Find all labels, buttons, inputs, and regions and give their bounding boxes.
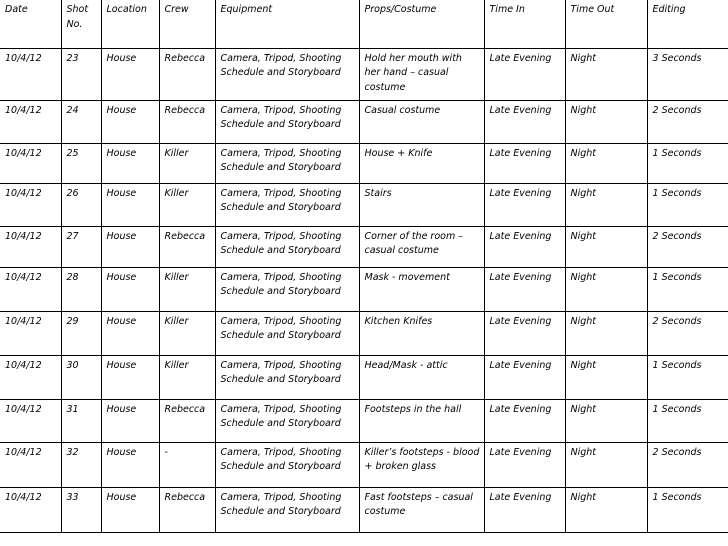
- shot-no-cell: 27: [61, 226, 101, 267]
- props-costume-cell: Hold her mouth with her hand – casual costume: [359, 48, 484, 100]
- props-costume-cell: Corner of the room – casual costume: [359, 226, 484, 267]
- table-row: [0, 311, 728, 355]
- editing-cell: 2 Seconds: [647, 226, 728, 267]
- table-row: [0, 183, 728, 226]
- equipment-cell: Camera, Tripod, Shooting Schedule and Storyboard: [215, 442, 359, 487]
- equipment-cell: Camera, Tripod, Shooting Schedule and Storyboard: [215, 399, 359, 442]
- date-cell: 10/4/12: [0, 399, 61, 442]
- time-in-cell: Late Evening: [484, 311, 565, 355]
- time-out-cell: Night: [565, 442, 647, 487]
- editing-cell: 2 Seconds: [647, 442, 728, 487]
- time-out-cell: Night: [565, 100, 647, 143]
- props-costume-cell: Casual costume: [359, 100, 484, 143]
- column-header-equipment: Equipment: [215, 0, 359, 48]
- crew-cell: Killer: [159, 183, 215, 226]
- date-cell: 10/4/12: [0, 267, 61, 311]
- location-cell: House: [101, 399, 159, 442]
- shot-no-cell: 29: [61, 311, 101, 355]
- props-costume-cell: Stairs: [359, 183, 484, 226]
- column-header-date: Date: [0, 0, 61, 48]
- props-costume-cell: House + Knife: [359, 143, 484, 183]
- equipment-cell: Camera, Tripod, Shooting Schedule and Storyboard: [215, 267, 359, 311]
- props-costume-cell: Mask - movement: [359, 267, 484, 311]
- table-row: [0, 100, 728, 143]
- time-out-cell: Night: [565, 355, 647, 399]
- props-costume-cell: Footsteps in the hall: [359, 399, 484, 442]
- date-cell: 10/4/12: [0, 183, 61, 226]
- date-cell: 10/4/12: [0, 48, 61, 100]
- location-cell: House: [101, 48, 159, 100]
- date-cell: 10/4/12: [0, 143, 61, 183]
- props-costume-cell: Kitchen Knifes: [359, 311, 484, 355]
- editing-cell: 1 Seconds: [647, 487, 728, 532]
- crew-cell: Killer: [159, 311, 215, 355]
- column-header-location: Location: [101, 0, 159, 48]
- crew-cell: Rebecca: [159, 226, 215, 267]
- table-row: [0, 355, 728, 399]
- shot-no-cell: 26: [61, 183, 101, 226]
- date-cell: 10/4/12: [0, 355, 61, 399]
- crew-cell: Rebecca: [159, 100, 215, 143]
- location-cell: House: [101, 183, 159, 226]
- time-in-cell: Late Evening: [484, 48, 565, 100]
- time-in-cell: Late Evening: [484, 355, 565, 399]
- time-in-cell: Late Evening: [484, 226, 565, 267]
- equipment-cell: Camera, Tripod, Shooting Schedule and Storyboard: [215, 100, 359, 143]
- time-out-cell: Night: [565, 226, 647, 267]
- editing-cell: 1 Seconds: [647, 143, 728, 183]
- editing-cell: 1 Seconds: [647, 267, 728, 311]
- crew-cell: -: [159, 442, 215, 487]
- shot-no-cell: 31: [61, 399, 101, 442]
- editing-cell: 2 Seconds: [647, 100, 728, 143]
- equipment-cell: Camera, Tripod, Shooting Schedule and Storyboard: [215, 311, 359, 355]
- time-out-cell: Night: [565, 399, 647, 442]
- time-in-cell: Late Evening: [484, 442, 565, 487]
- shot-no-cell: 32: [61, 442, 101, 487]
- date-cell: 10/4/12: [0, 487, 61, 532]
- equipment-cell: Camera, Tripod, Shooting Schedule and Storyboard: [215, 487, 359, 532]
- equipment-cell: Camera, Tripod, Shooting Schedule and Storyboard: [215, 143, 359, 183]
- date-cell: 10/4/12: [0, 311, 61, 355]
- props-costume-cell: Head/Mask - attic: [359, 355, 484, 399]
- shot-no-cell: 25: [61, 143, 101, 183]
- time-in-cell: Late Evening: [484, 487, 565, 532]
- time-out-cell: Night: [565, 267, 647, 311]
- column-header-editing: Editing: [647, 0, 728, 48]
- time-in-cell: Late Evening: [484, 183, 565, 226]
- header-row: [0, 0, 728, 48]
- time-out-cell: Night: [565, 48, 647, 100]
- location-cell: House: [101, 267, 159, 311]
- table-body: [0, 48, 728, 532]
- time-in-cell: Late Evening: [484, 399, 565, 442]
- crew-cell: Rebecca: [159, 399, 215, 442]
- equipment-cell: Camera, Tripod, Shooting Schedule and Storyboard: [215, 355, 359, 399]
- table-row: [0, 442, 728, 487]
- location-cell: House: [101, 355, 159, 399]
- time-out-cell: Night: [565, 487, 647, 532]
- shot-no-cell: 23: [61, 48, 101, 100]
- table-row: [0, 48, 728, 100]
- props-costume-cell: Fast footsteps – casual costume: [359, 487, 484, 532]
- equipment-cell: Camera, Tripod, Shooting Schedule and Storyboard: [215, 48, 359, 100]
- date-cell: 10/4/12: [0, 100, 61, 143]
- date-cell: 10/4/12: [0, 226, 61, 267]
- shot-no-cell: 30: [61, 355, 101, 399]
- editing-cell: 1 Seconds: [647, 355, 728, 399]
- time-in-cell: Late Evening: [484, 100, 565, 143]
- date-cell: 10/4/12: [0, 442, 61, 487]
- location-cell: House: [101, 442, 159, 487]
- crew-cell: Rebecca: [159, 487, 215, 532]
- column-header-shot-no: Shot No.: [61, 0, 101, 48]
- props-costume-cell: Killer’s footsteps - blood + broken glass: [359, 442, 484, 487]
- time-out-cell: Night: [565, 183, 647, 226]
- location-cell: House: [101, 487, 159, 532]
- location-cell: House: [101, 143, 159, 183]
- column-header-time-in: Time In: [484, 0, 565, 48]
- table-row: [0, 487, 728, 532]
- time-out-cell: Night: [565, 311, 647, 355]
- column-header-props-costume: Props/Costume: [359, 0, 484, 48]
- shot-no-cell: 33: [61, 487, 101, 532]
- crew-cell: Rebecca: [159, 48, 215, 100]
- crew-cell: Killer: [159, 143, 215, 183]
- time-out-cell: Night: [565, 143, 647, 183]
- column-header-crew: Crew: [159, 0, 215, 48]
- location-cell: House: [101, 311, 159, 355]
- table-row: [0, 399, 728, 442]
- table-row: [0, 143, 728, 183]
- table-row: [0, 267, 728, 311]
- editing-cell: 1 Seconds: [647, 399, 728, 442]
- location-cell: House: [101, 226, 159, 267]
- editing-cell: 3 Seconds: [647, 48, 728, 100]
- crew-cell: Killer: [159, 267, 215, 311]
- editing-cell: 1 Seconds: [647, 183, 728, 226]
- editing-cell: 2 Seconds: [647, 311, 728, 355]
- crew-cell: Killer: [159, 355, 215, 399]
- equipment-cell: Camera, Tripod, Shooting Schedule and Storyboard: [215, 183, 359, 226]
- column-header-time-out: Time Out: [565, 0, 647, 48]
- time-in-cell: Late Evening: [484, 143, 565, 183]
- location-cell: House: [101, 100, 159, 143]
- table-row: [0, 226, 728, 267]
- shot-no-cell: 24: [61, 100, 101, 143]
- shot-no-cell: 28: [61, 267, 101, 311]
- time-in-cell: Late Evening: [484, 267, 565, 311]
- equipment-cell: Camera, Tripod, Shooting Schedule and Storyboard: [215, 226, 359, 267]
